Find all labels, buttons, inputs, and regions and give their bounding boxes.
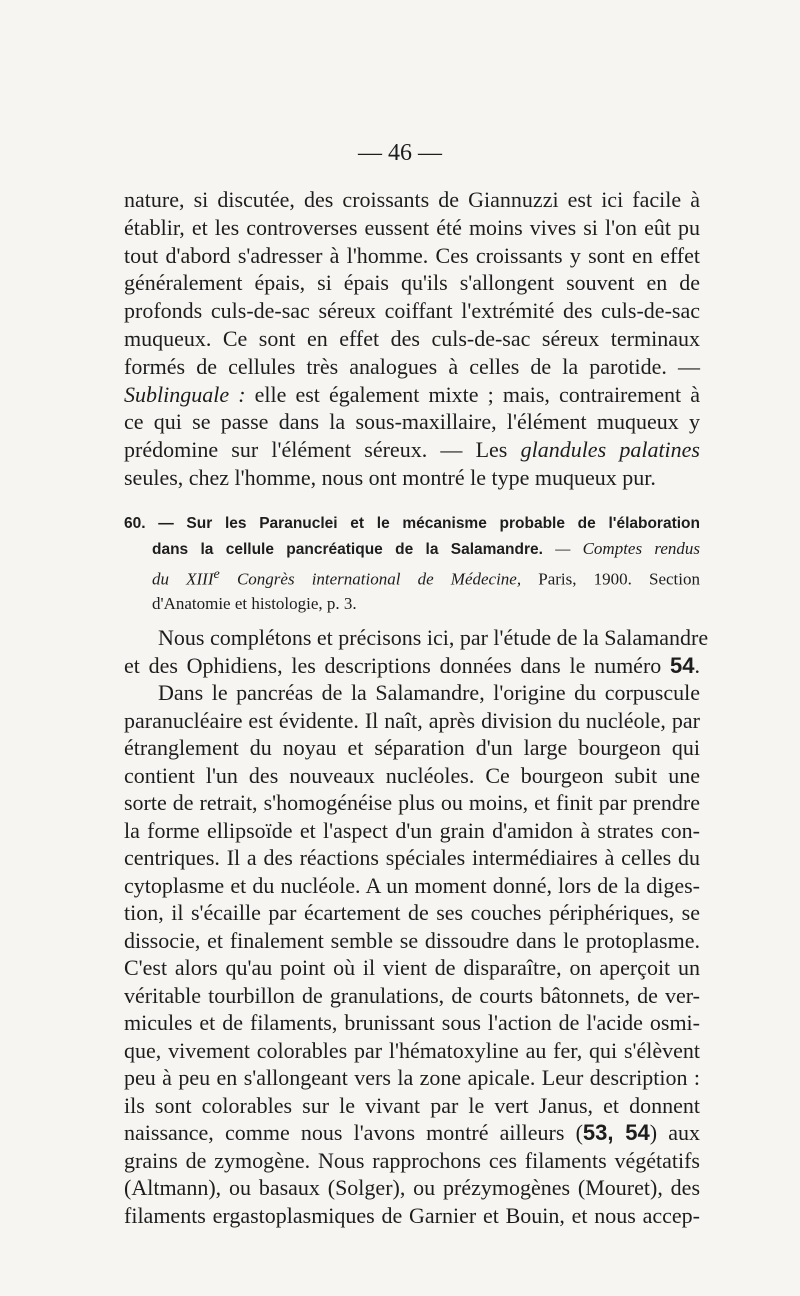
text-line: micules et de filaments, brunissant sous l'action de l'acide osmi- — [124, 1010, 700, 1035]
text-line: Nous complétons et précisons ici, par l'étude de la Salamandre — [158, 625, 709, 650]
text-line: prédomine sur l'élément séreux. — Les glandules palatines — [124, 437, 700, 463]
text-line: généralement épais, si épais qu'ils s'allongent souvent en de — [124, 270, 700, 296]
ref-number: 54 — [670, 652, 695, 678]
paragraph-salamandre — [124, 624, 709, 1229]
text-line: muqueux. Ce sont en effet des culs-de-sac séreux terminaux — [124, 325, 700, 351]
text-line: contient l'un des nouveaux nucléoles. Ce bourgeon subit une — [124, 762, 700, 788]
text-line: formés de cellules très analogues à celles de la parotide. — — [124, 353, 700, 379]
paragraph-glands — [124, 186, 700, 492]
text-line: tout d'abord s'adresser à l'homme. Ces croissants y sont en effet — [124, 242, 700, 268]
text-line: C'est alors qu'au point où il vient de disparaître, on aperçoit un — [124, 955, 700, 980]
term-sublinguale: Sublinguale : — [124, 381, 246, 407]
text-line: grains de zymogène. Nous rapprochons ces filaments végétatifs — [124, 1147, 700, 1173]
text-line: sorte de retrait, s'homogénéise plus ou moins, et finit par prendre — [124, 790, 700, 815]
text-line: établir, et les controverses eussent été moins vives si l'on eût pu — [124, 214, 700, 240]
text-line: ils sont colorables sur le vivant par le vert Janus, et donnent — [124, 1092, 700, 1118]
page-number: — 46 — — [358, 140, 442, 166]
reference-entry-60 — [124, 512, 700, 617]
text-line: ce qui se passe dans la sous-maxillaire, l'élément muqueux y — [124, 409, 700, 435]
text-line: véritable tourbillon de granulations, de courts bâtonnets, de ver- — [124, 982, 700, 1008]
text-line: profonds culs-de-sac séreux coiffant l'extrémité des culs-de-sac — [124, 298, 700, 324]
text-line: centriques. Il a des réactions spéciales intermédiaires à celles du — [124, 845, 700, 870]
term-glandules-palatines: glandules palatines — [520, 437, 700, 463]
ref-number: 53, 54 — [582, 1120, 650, 1145]
text-line: dissocie, et finalement semble se dissoudre dans le protoplasme. — [124, 927, 700, 953]
text-line: étranglement du noyau et séparation d'un large bourgeon qui — [124, 735, 700, 760]
reference-line: dans la cellule pancréatique de la Salamandre. — Comptes rendus — [152, 538, 700, 558]
text-line: cytoplasme et du nucléole. A un moment donné, lors de la diges- — [124, 872, 700, 898]
text-line: Dans le pancréas de la Salamandre, l'origine du corpuscule — [158, 680, 700, 705]
text-line: Sublinguale : elle est également mixte ; mais, contrairement à — [124, 381, 700, 407]
text-line: et des Ophidiens, les descriptions données dans le numéro 54. — [124, 652, 700, 678]
text-line: (Altmann), ou basaux (Solger), ou prézymogènes (Mouret), des — [124, 1175, 700, 1200]
text-line: paranucléaire est évidente. Il naît, après division du nucléole, par — [124, 707, 700, 733]
text-line: naissance, comme nous l'avons montré ailleurs (53, 54) aux — [124, 1120, 701, 1145]
reference-title: 60. — Sur les Paranuclei et le mécanisme probable de l'élaboration — [124, 515, 700, 532]
reference-line: d'Anatomie et histologie, p. 3. — [152, 594, 357, 614]
text-line: filaments ergastoplasmiques de Garnier et Bouin, et nous accep- — [124, 1202, 700, 1228]
text-line: que, vivement colorables par l'hématoxyline au fer, qui s'élèvent — [124, 1037, 700, 1063]
text-line: peu à peu en s'allongeant vers la zone apicale. Leur description : — [124, 1065, 700, 1090]
text-line: la forme ellipsoïde et l'aspect d'un grain d'amidon à strates con- — [124, 817, 700, 843]
text-line: tion, il s'écaille par écartement de ses couches périphériques, se — [124, 900, 700, 925]
text-line: seules, chez l'homme, nous ont montré le type muqueux pur. — [124, 464, 656, 490]
text-line: nature, si discutée, des croissants de Giannuzzi est ici facile à — [124, 187, 700, 212]
reference-line: du XIIIe Congrès international de Médecine, Paris, 1900. Section — [152, 566, 700, 589]
